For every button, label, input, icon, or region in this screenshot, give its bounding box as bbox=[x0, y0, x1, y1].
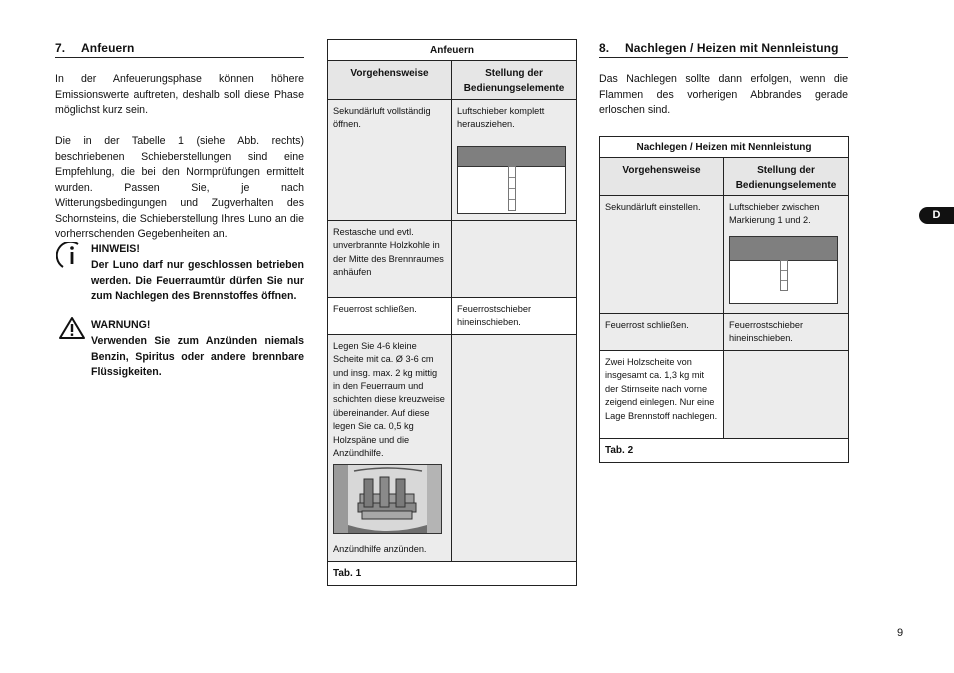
hinweis-text: Der Luno darf nur geschlossen betrieben werden. Die Feuerraumtür dürfen Sie nur zum Nachlegen des Brennstoffes öffnen. bbox=[91, 259, 304, 302]
warning-triangle-icon bbox=[58, 316, 86, 340]
table-1-footer: Tab. 1 bbox=[328, 561, 577, 585]
section-7-paragraph-2: Die in der Tabelle 1 (siehe Abb. rechts) beschriebenen Schieberstellungen sind eine Empfehlung, die bei den Normprüfungen ermittelt wurden. Passen Sie, je nach Witterungsbedingungen und Zugverhalten des Schornsteins, die Schieberstellung Ihres Luno an die vorherrschenden Gegebenheiten an. bbox=[55, 135, 304, 240]
table-2-row-2-procedure: Feuerrost schließen. bbox=[600, 314, 724, 351]
language-tab: D bbox=[919, 207, 954, 224]
section-8-paragraph-1: Das Nachlegen sollte dann erfolgen, wenn die Flammen des vorherigen Abbrandes gerade erloschen sind. bbox=[599, 73, 848, 116]
warnung-title: WARNUNG! bbox=[91, 319, 151, 331]
table-2-row-3-setting bbox=[724, 351, 849, 439]
warnung-text: Verwenden Sie zum Anzünden niemals Benzin, Spiritus oder andere brennbare Flüssigkeiten. bbox=[91, 335, 304, 378]
table-2-footer: Tab. 2 bbox=[600, 439, 849, 463]
table-1-row-1-setting: Luftschieber komplett herausziehen. bbox=[452, 100, 577, 221]
table-1-row-3-procedure: Feuerrost schließen. bbox=[328, 298, 452, 335]
table-1-col-setting: Stellung der Bedienungselemente bbox=[452, 61, 577, 100]
table-1 bbox=[327, 39, 577, 586]
table-2-row-3-procedure: Zwei Holzscheite von insgesamt ca. 1,3 kg mit der Stirnseite nach vorne zeigend einlegen. Nur eine Lage Brennstoff nachlegen. bbox=[600, 351, 724, 439]
section-8-number: 8. bbox=[599, 41, 610, 55]
air-slider-fully-open-diagram bbox=[457, 146, 566, 214]
table-2 bbox=[599, 136, 849, 463]
section-8-heading bbox=[599, 41, 848, 58]
table-2-col-procedure: Vorgehensweise bbox=[600, 158, 724, 196]
table-2-row-1-setting: Luftschieber zwischen Markierung 1 und 2. bbox=[724, 196, 849, 314]
section-7-heading bbox=[55, 41, 304, 58]
table-2-title: Nachlegen / Heizen mit Nennleistung bbox=[600, 137, 849, 158]
table-1-row-4-procedure: Legen Sie 4-6 kleine Scheite mit ca. Ø 3-6 cm und insg. max. 2 kg mittig in den Feuerraum und schichten diese kreuzweise übereinander. Auf diese legen Sie ca. 0,5 kg Holzspäne und die Anzündhilfe. Anzündhilfe anzünden. bbox=[328, 334, 452, 561]
hinweis-title: HINWEIS! bbox=[91, 243, 140, 255]
air-slider-between-marks-diagram bbox=[729, 236, 838, 304]
table-2-row-2-setting: Feuerrostschieber hineinschieben. bbox=[724, 314, 849, 351]
firewood-stacked-photo bbox=[333, 464, 442, 534]
table-1-title: Anfeuern bbox=[328, 40, 577, 61]
page-number: 9 bbox=[897, 627, 904, 639]
table-1-row-2-procedure: Restasche und evtl. unverbrannte Holzkohle in der Mitte des Brennraumes anhäufen bbox=[328, 221, 452, 298]
table-1-row-2-setting bbox=[452, 221, 577, 298]
section-7-number: 7. bbox=[55, 41, 66, 55]
table-1-row-1-procedure: Sekundärluft vollständig öffnen. bbox=[328, 100, 452, 221]
table-1-row-4-setting bbox=[452, 334, 577, 561]
section-8-title: Nachlegen / Heizen mit Nennleistung bbox=[625, 41, 839, 55]
table-2-row-1-procedure: Sekundärluft einstellen. bbox=[600, 196, 724, 314]
section-7-paragraph-1: In der Anfeuerungsphase können höhere Emissionswerte auftreten, deshalb soll diese Phase möglichst kurz sein. bbox=[55, 73, 304, 116]
section-7-title: Anfeuern bbox=[81, 41, 135, 55]
table-1-row-3-setting: Feuerrostschieber hineinschieben. bbox=[452, 298, 577, 335]
table-2-col-setting: Stellung der Bedienungselemente bbox=[724, 158, 849, 196]
table-1-col-procedure: Vorgehensweise bbox=[328, 61, 452, 100]
info-icon bbox=[56, 242, 88, 268]
